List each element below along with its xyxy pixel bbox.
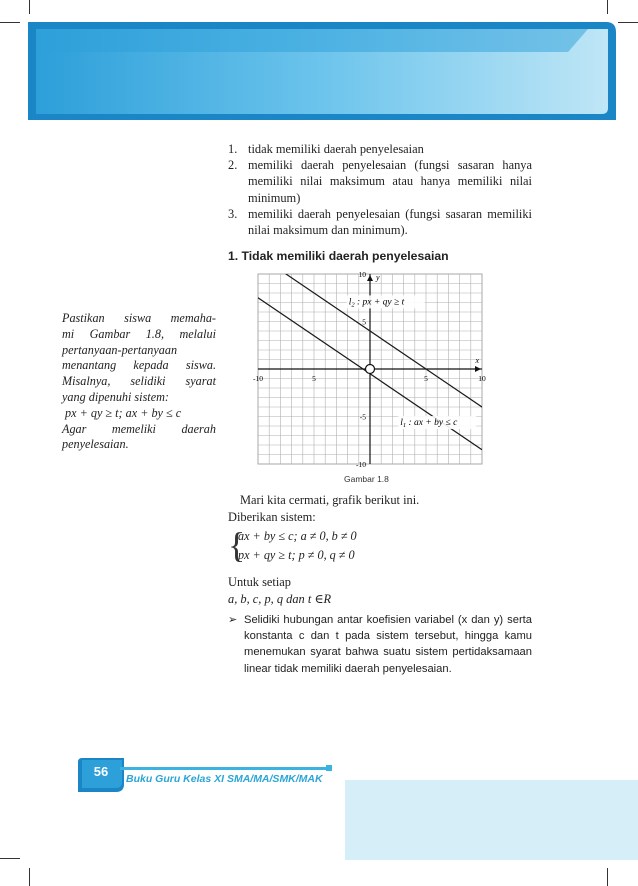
side-note-line: pertanyaan-pertanyaan — [62, 342, 178, 357]
crop-mark-tl-v — [29, 0, 30, 14]
list-item-text: memiliki daerah penyelesaian (fungsi sasaran memiliki nilai maksimum dan minimum). — [248, 206, 532, 238]
y-tick-label: 5 — [362, 317, 366, 327]
side-note-line: Misalnya, selidiki syarat — [62, 374, 216, 389]
section-title: 1. Tidak memiliki daerah penyelesaian — [228, 249, 449, 263]
side-note-line: Agar memeliki daerah — [62, 421, 216, 436]
x-tick-label: -10 — [253, 374, 263, 383]
equation-line-1: ax + by ≤ c; a ≠ 0, b ≠ 0 — [238, 529, 357, 543]
side-note-line: mi Gambar 1.8, melalui — [62, 326, 216, 341]
equation-line-2: px + qy ≥ t; p ≠ 0, q ≠ 0 — [238, 548, 355, 562]
y-tick-label: -5 — [359, 412, 366, 422]
series-label-2: $l_2$ : px + qy ≥ t — [348, 297, 405, 309]
footer-decoration — [345, 780, 638, 860]
x-tick-label: 5 — [312, 374, 316, 383]
page-number: 56 — [93, 764, 109, 779]
graph-figure-1-8 — [242, 266, 494, 472]
crop-mark-tr-v — [607, 0, 608, 14]
list-item-number: 1. — [228, 142, 238, 156]
paragraph-intro: Mari kita cermati, grafik berikut ini. — [240, 493, 420, 507]
crop-mark-br-v — [607, 868, 608, 886]
paragraph-given: Diberikan sistem: — [228, 510, 316, 524]
figure-caption: Gambar 1.8 — [344, 474, 389, 484]
numbered-list — [228, 141, 532, 238]
side-note-line: px + qy ≥ t; ax + by ≤ c — [62, 405, 182, 420]
list-item — [228, 206, 532, 238]
crop-mark-tl-h — [0, 22, 20, 23]
list-item — [228, 141, 532, 157]
bullet-instruction — [228, 612, 532, 677]
y-tick-label: -10 — [356, 460, 366, 469]
paragraph-for-each: Untuk setiap — [228, 575, 291, 589]
side-note — [62, 311, 216, 453]
side-note-line: menantang kepada siswa. — [62, 358, 216, 373]
arrow-bullet-icon: ➢ — [228, 614, 238, 626]
side-note-line: yang dipenuhi sistem: — [62, 389, 169, 404]
origin-marker — [366, 365, 375, 374]
crop-mark-bl-h — [0, 858, 20, 859]
y-axis-label: y — [376, 273, 380, 282]
footer-rule-end — [326, 765, 332, 771]
side-note-line: Pastikan siswa memaha- — [62, 311, 216, 325]
x-tick-label: 10 — [478, 374, 486, 383]
list-item-text: memiliki daerah penyelesaian (fungsi sasaran hanya memiliki nilai maksimum atau hanya memiliki nilai minimum) — [248, 158, 532, 205]
paragraph-variables: a, b, c, p, q dan t ∈R — [228, 592, 332, 606]
book-title: Buku Guru Kelas XI SMA/MA/SMK/MAK — [126, 773, 323, 785]
side-note-line: penyelesaian. — [62, 437, 129, 452]
brace-symbol: { — [228, 525, 246, 565]
equation-system — [228, 525, 428, 567]
crop-mark-bl-v — [29, 868, 30, 886]
series-label-1: $l_1$ : ax + by ≤ c — [400, 418, 458, 430]
header-banner — [28, 22, 616, 120]
y-tick-label: 10 — [358, 270, 366, 279]
x-axis-label: x — [475, 356, 479, 365]
list-item-text: tidak memiliki daerah penyelesaian — [248, 142, 424, 156]
list-item-number: 2. — [228, 158, 238, 173]
bullet-text: Selidiki hubungan antar koefisien variabel (x dan y) serta konstanta c dan t pada sistem tersebut, hingga kamu menemukan syarat bahwa suatu sistem pertidaksamaan linear tidak memiliki daerah penyelesaian. — [244, 614, 532, 675]
list-item-number: 3. — [228, 206, 238, 221]
list-item — [228, 157, 532, 206]
footer-rule — [120, 767, 328, 770]
x-tick-label: 5 — [424, 374, 428, 383]
crop-mark-tr-h — [618, 22, 638, 23]
